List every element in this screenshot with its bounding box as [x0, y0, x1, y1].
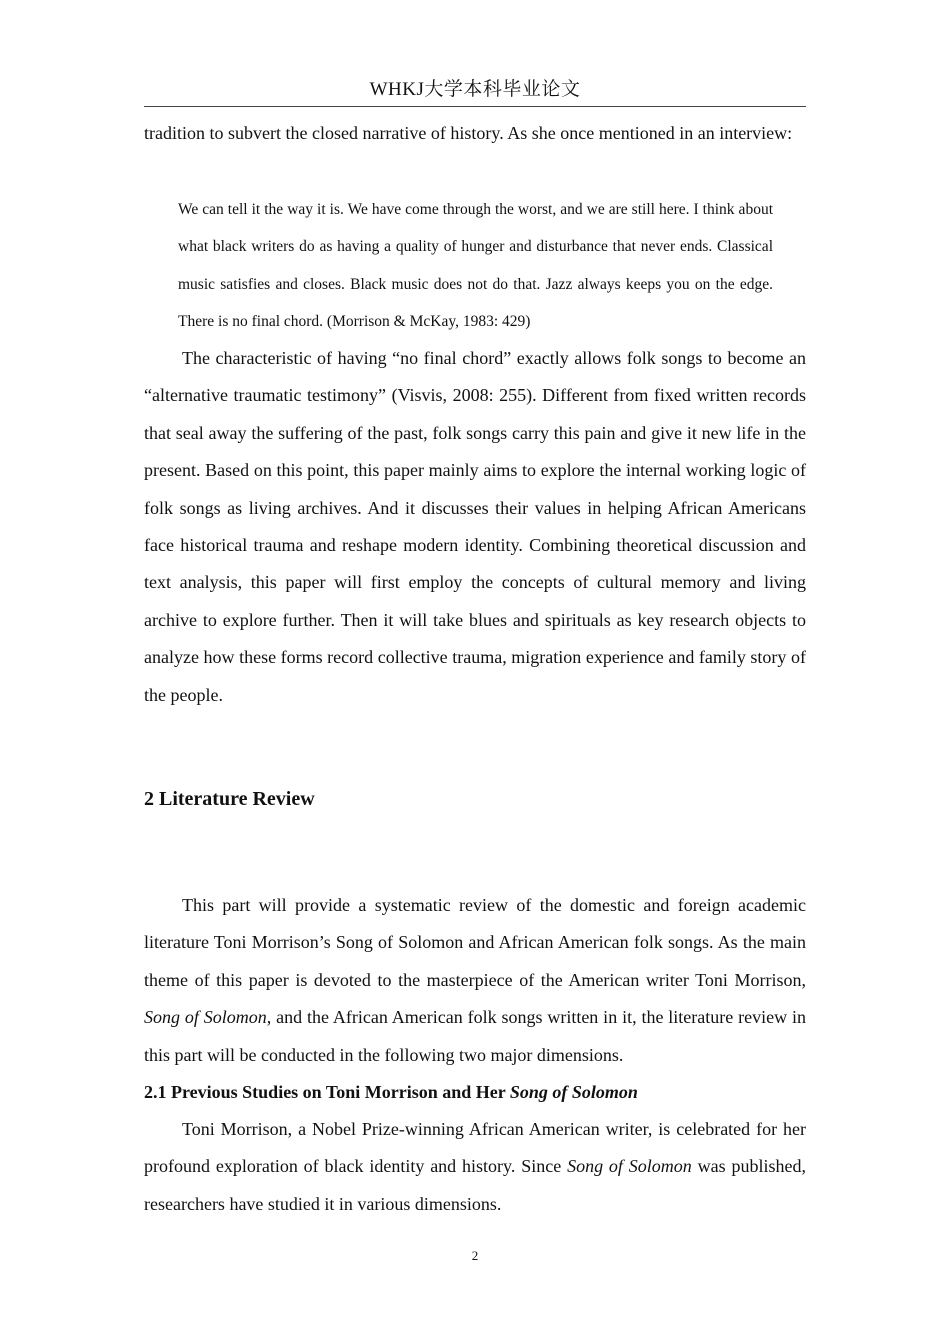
paragraph-continuation: tradition to subvert the closed narrative of history. As she once mentioned in an interview: [144, 123, 793, 143]
paragraph-literature-intro [144, 887, 806, 1074]
running-header: WHKJ大学本科毕业论文 [369, 79, 581, 100]
subsection-heading-2-1 [144, 1082, 638, 1103]
text-run: This part will provide a systematic review of the domestic and foreign academic literature Toni Morrison’s Song of Solomon and African American folk songs. As the main theme of this paper is devoted to the masterpiece of the American writer Toni Morrison, [144, 895, 806, 990]
text-run: Toni Morrison, a Nobel Prize-winning African American writer, is celebrated for her profound exploration of black identity and history. Since [144, 1119, 806, 1177]
text-run: was published, researchers have studied it in various dimensions. [144, 1156, 806, 1214]
paragraph-no-final-chord: The characteristic of having “no final chord” exactly allows folk songs to become an “alternative traumatic testimony” (Visvis, 2008: 255). Different from fixed written records that seal away the suffering of the past, folk songs carry this pain and give it new life in the present. Based on this point, this paper mainly aims to explore the internal working logic of folk songs as living archives. And it discusses their values in helping African Americans face historical trauma and reshape modern identity. Combining theoretical discussion and text analysis, this paper will first employ the concepts of cultural memory and living archive to explore further. Then it will take blues and spirituals as key research objects to analyze how these forms record collective trauma, migration experience and family story of the people. [144, 348, 806, 705]
text-run: , and the African American folk songs written in it, the literature review in this part will be conducted in the following two major dimensions. [144, 1007, 806, 1065]
title-song-of-solomon: Song of Solomon [567, 1156, 692, 1177]
paragraph-previous-studies [144, 1111, 806, 1223]
page-number: 2 [471, 1248, 479, 1263]
heading-title-italic: Song of Solomon [509, 1082, 638, 1102]
section-heading-literature-review: 2 Literature Review [144, 788, 315, 810]
block-quote: We can tell it the way it is. We have come through the worst, and we are still here. I think about what black writers do as having a quality of hunger and disturbance that never ends. Classical music satisfies and closes. Black music does not do that. Jazz always keeps you on the edge. There is no final chord. (Morrison & McKay, 1983: 429) [178, 201, 773, 330]
header-rule [144, 106, 806, 107]
title-song-of-solomon: Song of Solomon [144, 1007, 267, 1028]
heading-text: 2.1 Previous Studies on Toni Morrison and Her [144, 1082, 510, 1102]
